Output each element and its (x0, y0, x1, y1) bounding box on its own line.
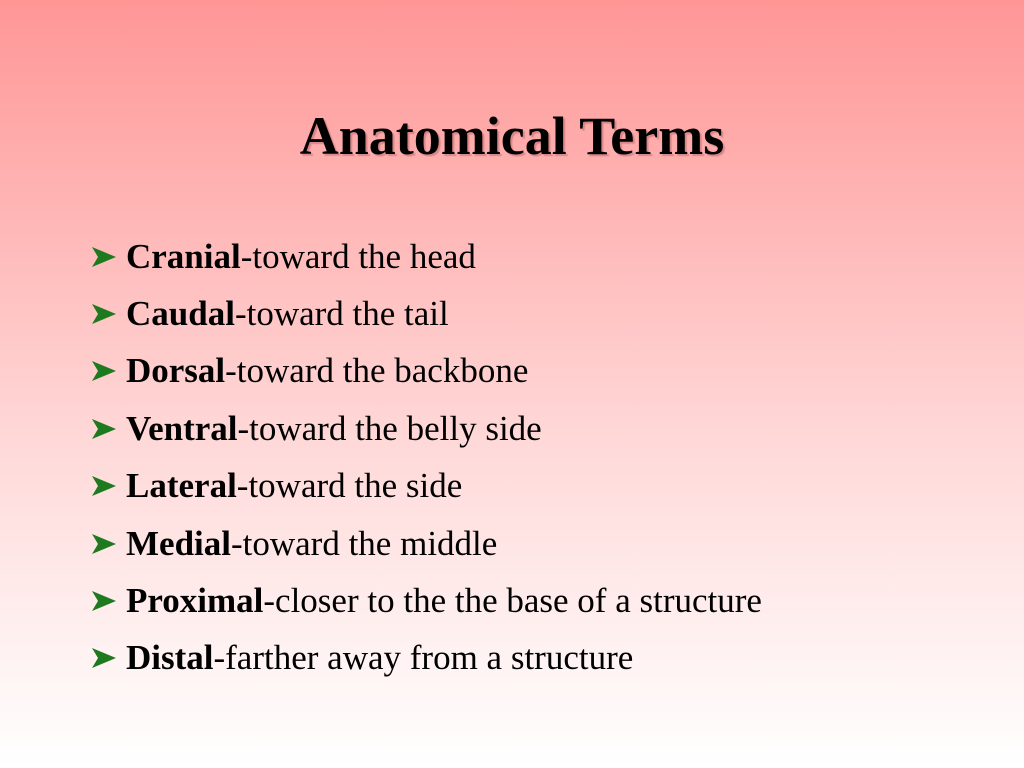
list-item (88, 285, 762, 342)
list-item (88, 458, 762, 515)
list-item (88, 630, 762, 687)
term: Distal (126, 638, 214, 678)
term: Lateral (126, 466, 237, 506)
slide-title: Anatomical Terms (299, 106, 725, 166)
definition: -toward the side (236, 466, 463, 506)
list-item (88, 400, 762, 457)
arrow-bullet-icon (88, 644, 120, 672)
list-item (88, 343, 762, 400)
definition: -closer to the the base of a structure (263, 581, 762, 621)
definition: -toward the backbone (225, 351, 529, 391)
arrow-bullet-icon (88, 415, 120, 443)
arrow-bullet-icon (88, 472, 120, 500)
term: Cranial (126, 236, 241, 276)
list-item (88, 572, 762, 629)
arrow-bullet-icon (88, 243, 120, 271)
arrow-bullet-icon (88, 587, 120, 615)
definition: -toward the tail (234, 294, 449, 334)
definition: -toward the belly side (237, 408, 542, 448)
definition: -farther away from a structure (213, 638, 634, 678)
arrow-bullet-icon (88, 357, 120, 385)
list-item (88, 515, 762, 572)
definition: -toward the middle (230, 523, 498, 563)
term: Proximal (126, 581, 264, 621)
arrow-bullet-icon (88, 530, 120, 558)
term: Caudal (126, 294, 235, 334)
list-item (88, 228, 762, 285)
term: Medial (126, 523, 231, 563)
term: Ventral (126, 408, 238, 448)
term: Dorsal (126, 351, 226, 391)
definition: -toward the head (240, 236, 476, 276)
arrow-bullet-icon (88, 300, 120, 328)
bullet-list (88, 228, 762, 687)
